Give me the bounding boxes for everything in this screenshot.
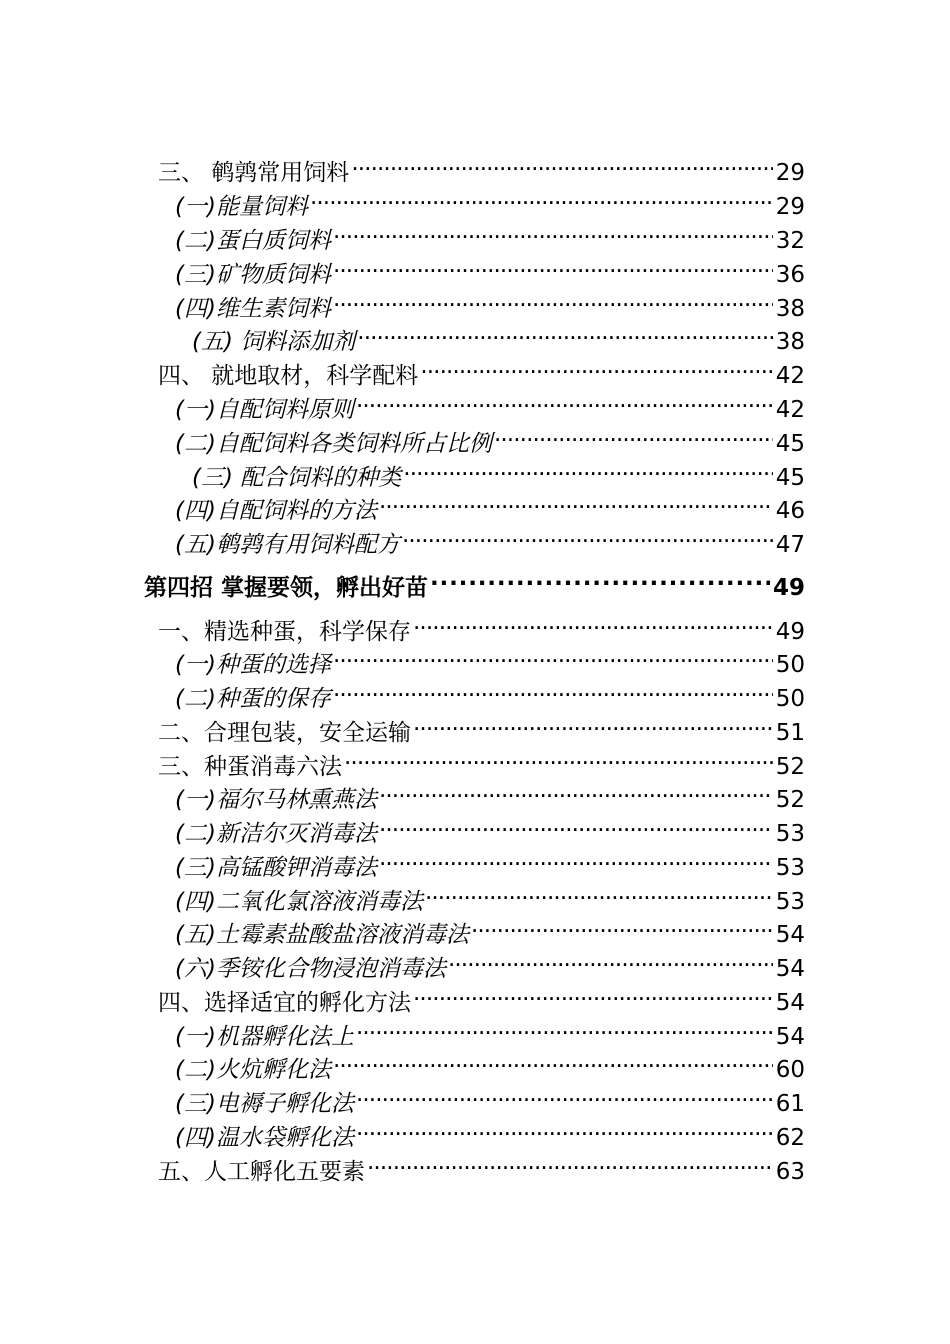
toc-entry-page-number: 29 [775, 160, 805, 186]
toc-entry-title: (三)矿物质饲料 [175, 262, 331, 288]
dot-leader [310, 180, 773, 214]
toc-entry-page-number: 47 [775, 532, 805, 558]
toc-entry-title: 四、选择适宜的孵化方法 [158, 990, 411, 1016]
dot-leader [356, 383, 773, 417]
toc-entry-title: (四)维生素饲料 [175, 296, 331, 322]
dot-leader [351, 146, 772, 180]
toc-entry-title: 三、 鹌鹑常用饲料 [158, 160, 350, 186]
toc-entry-page-number: 60 [775, 1057, 805, 1083]
toc-entry[interactable] [0, 417, 950, 457]
dot-leader [333, 672, 773, 706]
dot-leader [413, 605, 773, 639]
toc-chapter-entry[interactable] [0, 561, 950, 601]
toc-entry[interactable] [0, 841, 950, 881]
toc-entry-title: (一)自配饲料原则 [175, 397, 354, 423]
toc-entry[interactable] [0, 315, 950, 355]
toc-entry-page-number: 32 [775, 228, 805, 254]
toc-entry[interactable] [0, 451, 950, 491]
dot-leader [413, 706, 773, 740]
toc-entry-title: (一)种蛋的选择 [175, 652, 331, 678]
dot-leader [344, 740, 773, 774]
toc-entry-title: (五)鹌鹑有用饲料配方 [175, 532, 400, 558]
toc-entry-title: 二、合理包装，安全运输 [158, 720, 411, 746]
toc-entry-page-number: 36 [775, 262, 805, 288]
toc-entry-page-number: 54 [775, 1024, 805, 1050]
toc-entry[interactable] [0, 214, 950, 254]
toc-entry-title: (三)电褥子孵化法 [175, 1091, 354, 1117]
toc-entry-title: (四)自配饲料的方法 [175, 498, 377, 524]
toc-entry-page-number: 61 [775, 1091, 805, 1117]
dot-leader [333, 638, 773, 672]
toc-entry[interactable] [0, 976, 950, 1016]
toc-entry[interactable] [0, 282, 950, 322]
dot-leader [379, 484, 773, 518]
toc-entry[interactable] [0, 672, 950, 712]
toc-entry[interactable] [0, 706, 950, 746]
dot-leader [420, 349, 772, 383]
toc-entry-title: (一)能量饲料 [175, 194, 308, 220]
toc-entry-title: (二)火炕孵化法 [175, 1057, 331, 1083]
toc-entry-page-number: 51 [775, 720, 805, 746]
toc-entry[interactable] [0, 518, 950, 558]
toc-entry-title: 一、精选种蛋，科学保存 [158, 619, 411, 645]
toc-entry[interactable] [0, 1111, 950, 1151]
toc-entry[interactable] [0, 1010, 950, 1050]
toc-entry[interactable] [0, 908, 950, 948]
toc-entry[interactable] [0, 740, 950, 780]
toc-entry-title: (四)温水袋孵化法 [175, 1125, 354, 1151]
toc-entry-title: (一)机器孵化法上 [175, 1024, 354, 1050]
toc-entry-title: (三)高锰酸钾消毒法 [175, 855, 377, 881]
toc-entry-page-number: 53 [775, 821, 805, 847]
dot-leader [413, 976, 773, 1010]
toc-entry-page-number: 52 [775, 754, 805, 780]
dot-leader [425, 875, 773, 909]
dot-leader [357, 315, 772, 349]
dot-leader [356, 1077, 773, 1111]
toc-entry-page-number: 62 [775, 1125, 805, 1151]
toc-entry-title: 三、种蛋消毒六法 [158, 754, 342, 780]
toc-entry-page-number: 42 [775, 363, 805, 389]
dot-leader [430, 561, 770, 595]
toc-entry-page-number: 49 [775, 619, 805, 645]
toc-entry-page-number: 49 [772, 575, 805, 601]
dot-leader [379, 807, 773, 841]
dot-leader [494, 417, 773, 451]
toc-entry-page-number: 54 [775, 956, 805, 982]
toc-entry-title: (六)季铵化合物浸泡消毒法 [175, 956, 446, 982]
toc-entry-title: (一)福尔马林熏燕法 [175, 787, 377, 813]
toc-entry-page-number: 63 [775, 1159, 805, 1185]
toc-entry-page-number: 53 [775, 889, 805, 915]
toc-entry[interactable] [0, 942, 950, 982]
toc-entry-title: (二)自配饲料各类饲料所占比例 [175, 431, 492, 457]
dot-leader [367, 1145, 773, 1179]
toc-entry-page-number: 45 [775, 465, 805, 491]
dot-leader [356, 1010, 773, 1044]
toc-entry-title: 四、 就地取材，科学配料 [158, 363, 419, 389]
toc-entry[interactable] [0, 807, 950, 847]
toc-entry-page-number: 46 [775, 498, 805, 524]
toc-entry-page-number: 29 [775, 194, 805, 220]
toc-entry[interactable] [0, 1043, 950, 1083]
toc-entry-title: (二)种蛋的保存 [175, 686, 331, 712]
toc-entry[interactable] [0, 773, 950, 813]
dot-leader [333, 1043, 773, 1077]
toc-entry-page-number: 38 [775, 296, 805, 322]
toc-entry[interactable] [0, 248, 950, 288]
dot-leader [333, 248, 773, 282]
toc-entry-page-number: 54 [775, 922, 805, 948]
toc-entry-page-number: 38 [775, 329, 805, 355]
toc-entry-page-number: 42 [775, 397, 805, 423]
toc-entry-title: (五)土霉素盐酸盐溶液消毒法 [175, 922, 469, 948]
toc-entry-title: (二)新洁尔灭消毒法 [175, 821, 377, 847]
dot-leader [448, 942, 773, 976]
toc-entry-title: 五、人工孵化五要素 [158, 1159, 365, 1185]
toc-entry-page-number: 50 [775, 686, 805, 712]
toc-entry-title: (五) 饲料添加剂 [192, 329, 356, 355]
toc-entry[interactable] [0, 484, 950, 524]
toc-entry-page-number: 45 [775, 431, 805, 457]
dot-leader [333, 214, 773, 248]
toc-entry[interactable] [0, 1077, 950, 1117]
toc-entry-title: (二)蛋白质饲料 [175, 228, 331, 254]
dot-leader [379, 841, 773, 875]
dot-leader [379, 773, 773, 807]
toc-entry-title: 第四招 掌握要领，孵出好苗 [144, 575, 429, 601]
toc-entry-page-number: 54 [775, 990, 805, 1016]
toc-entry[interactable] [0, 1145, 950, 1185]
toc-entry-title: (四)二氧化氯溶液消毒法 [175, 889, 423, 915]
toc-entry-title: (三) 配合饲料的种类 [192, 465, 402, 491]
toc-entry[interactable] [0, 638, 950, 678]
dot-leader [471, 908, 773, 942]
toc-entry[interactable] [0, 383, 950, 423]
dot-leader [402, 518, 773, 552]
toc-entry[interactable] [0, 349, 950, 389]
dot-leader [356, 1111, 773, 1145]
toc-entry[interactable] [0, 605, 950, 645]
dot-leader [403, 451, 772, 485]
toc-entry-page-number: 53 [775, 855, 805, 881]
toc-entry[interactable] [0, 875, 950, 915]
toc-entry-page-number: 52 [775, 787, 805, 813]
toc-entry[interactable] [0, 146, 950, 186]
dot-leader [333, 282, 773, 316]
toc-entry[interactable] [0, 180, 950, 220]
toc-entry-page-number: 50 [775, 652, 805, 678]
